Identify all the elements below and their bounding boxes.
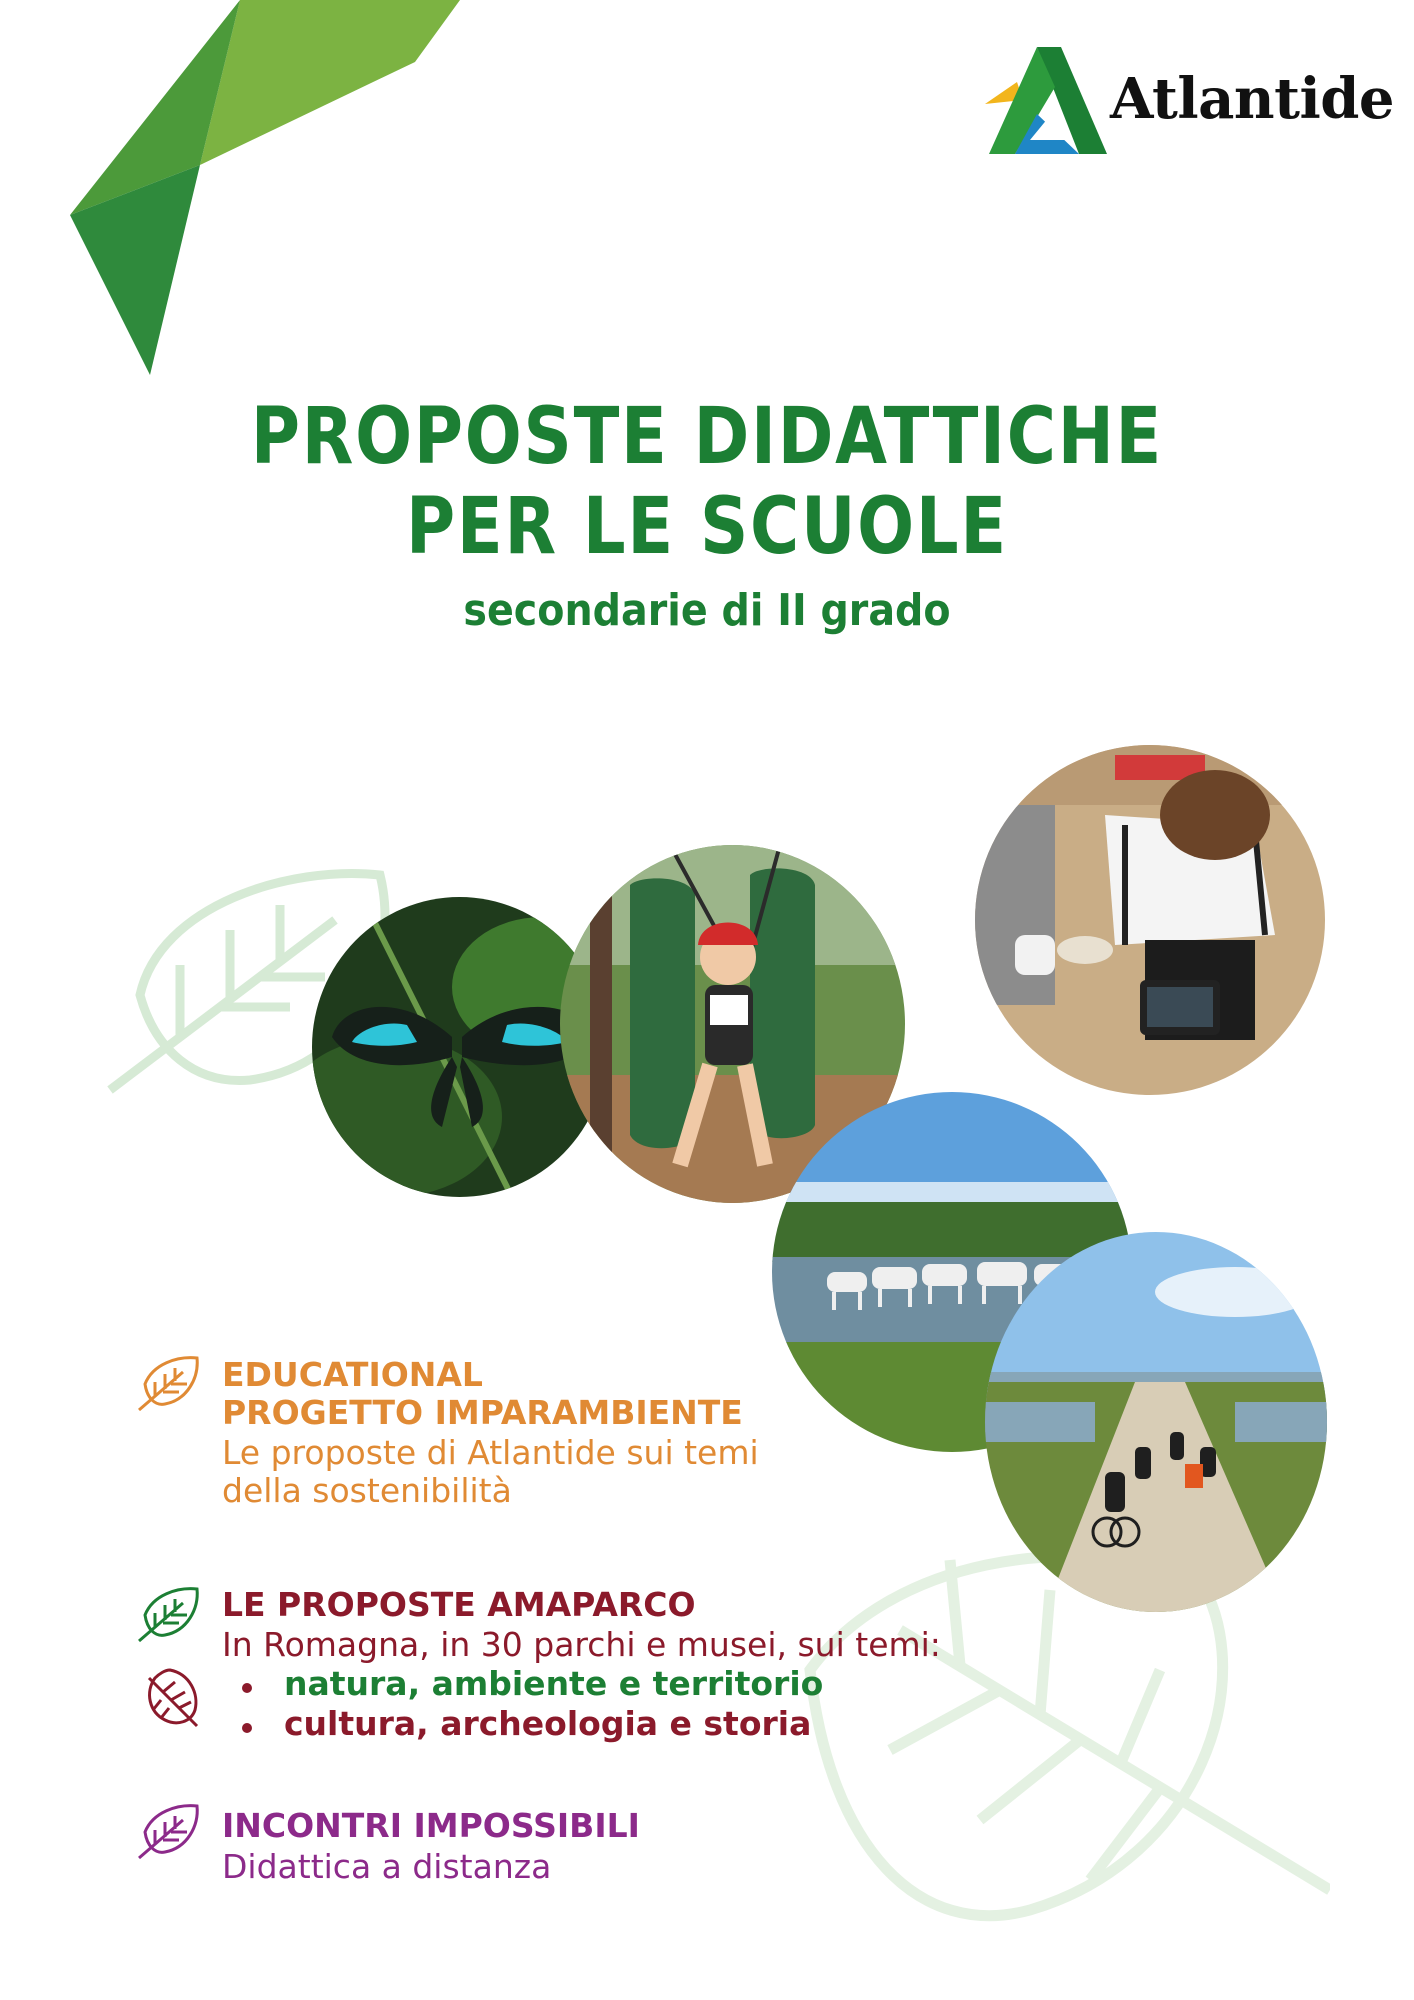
background-leaf-icon bbox=[770, 1520, 1330, 1950]
incontri-description: Didattica a distanza bbox=[222, 1847, 552, 1886]
bullet-dot bbox=[242, 1723, 252, 1733]
bullet-natura: natura, ambiente e territorio bbox=[284, 1664, 824, 1703]
imparambiente-heading: PROGETTO IMPARAMBIENTE bbox=[222, 1393, 743, 1432]
educational-description-line2: della sostenibilità bbox=[222, 1471, 512, 1510]
logo-wordmark: Atlantide bbox=[1110, 66, 1395, 132]
educational-description-line1: Le proposte di Atlantide sui temi bbox=[222, 1433, 759, 1472]
cycling-photo bbox=[985, 1232, 1327, 1612]
atlantide-logo-mark bbox=[975, 42, 1115, 160]
students-photo bbox=[975, 745, 1325, 1095]
educational-heading: EDUCATIONAL bbox=[222, 1355, 483, 1394]
atlantide-logo[interactable] bbox=[975, 42, 1395, 167]
amaparco-description: In Romagna, in 30 parchi e musei, sui temi: bbox=[222, 1625, 941, 1664]
page-title-line2: PER LE SCUOLE bbox=[406, 482, 1008, 572]
leaf-icon bbox=[135, 1583, 205, 1645]
bullet-dot bbox=[242, 1683, 252, 1693]
leaf-icon bbox=[135, 1352, 205, 1414]
page-title-line1: PROPOSTE DIDATTICHE bbox=[250, 392, 1164, 482]
bullet-cultura: cultura, archeologia e storia bbox=[284, 1704, 812, 1743]
corner-decoration bbox=[0, 0, 520, 400]
amaparco-heading: LE PROPOSTE AMAPARCO bbox=[222, 1585, 696, 1624]
incontri-heading: INCONTRI IMPOSSIBILI bbox=[222, 1806, 640, 1845]
page-subtitle: secondarie di II grado bbox=[463, 585, 951, 636]
leaf-icon bbox=[135, 1662, 205, 1732]
leaf-icon bbox=[135, 1800, 205, 1862]
